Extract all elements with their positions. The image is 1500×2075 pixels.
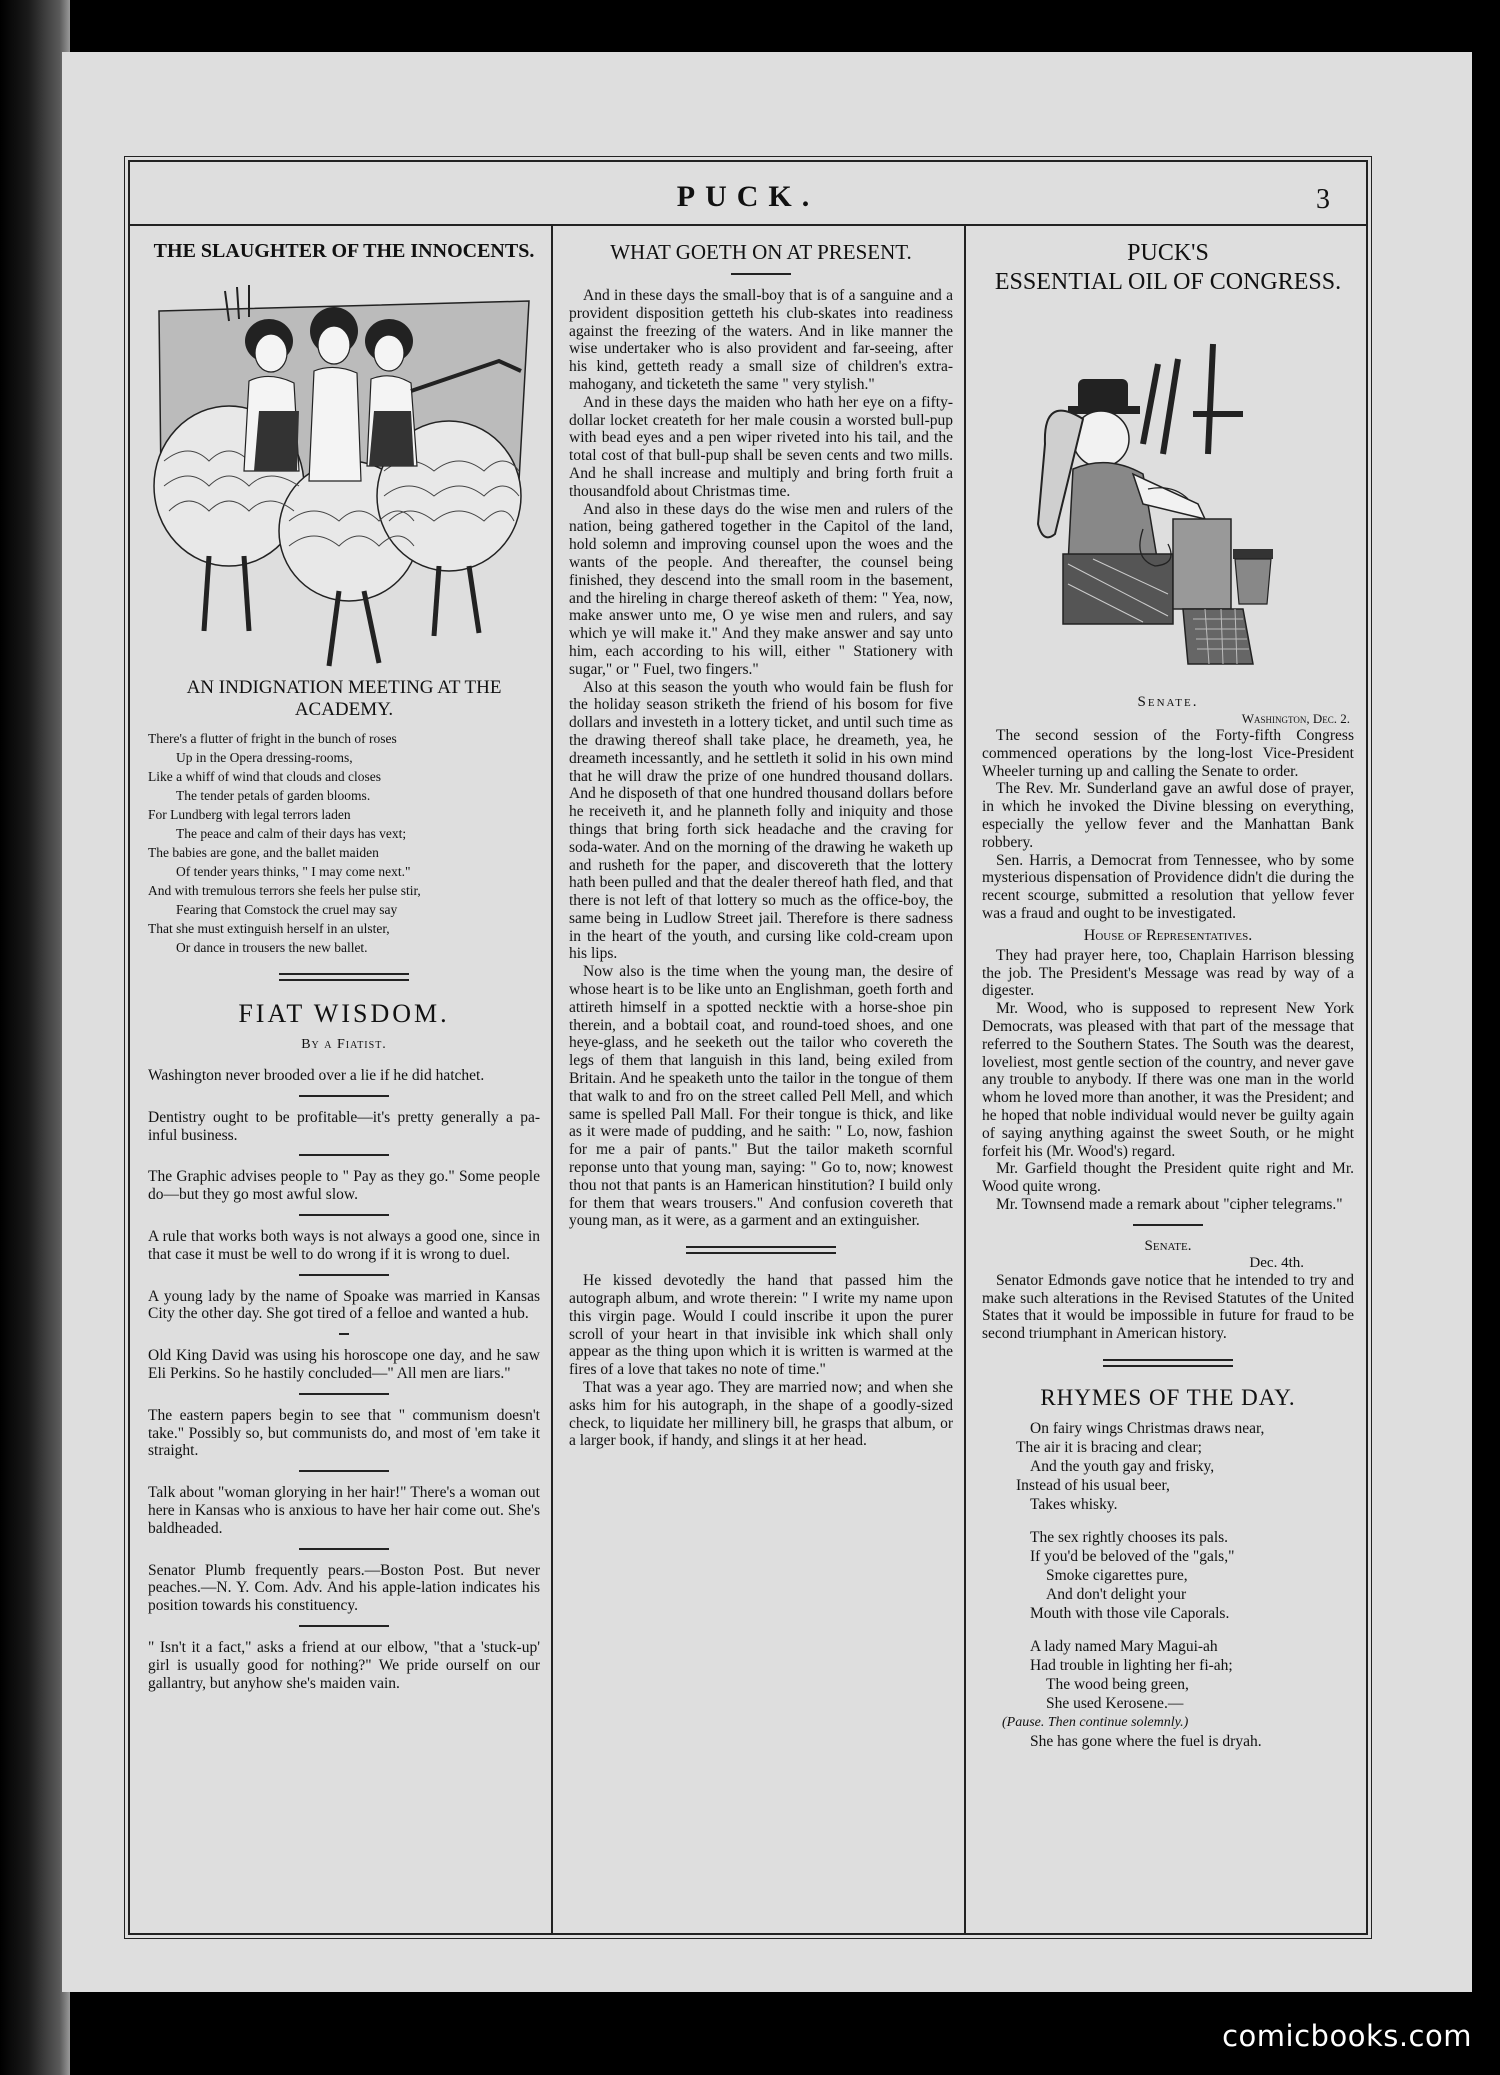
fiat-item: " Isn't it a fact," asks a friend at our elbow, "that a 'stuck-up' girl is usually good for nothing?" We pride ourself on our gallantry, but anyhow she's maiden vain. <box>148 1638 540 1692</box>
indignation-poem <box>148 729 540 957</box>
watermark-text: comicbooks.com <box>1222 2019 1472 2053</box>
fiat-item: Dentistry ought to be profitable—it's pretty generally a pa-inful business. <box>148 1108 540 1144</box>
short-rule <box>299 1154 389 1156</box>
poem-line: The babies are gone, and the ballet maiden <box>148 845 379 860</box>
senate-paragraph: The second session of the Forty-fifth Congress commenced operations by the long-lost Vice-President Wheeler turning up and calling the Senate to order. <box>982 727 1354 780</box>
senate-paragraph: Sen. Harris, a Democrat from Tennessee, who by some mysterious dispensation of Providence didn't die during the recent scourge, submitted a resolution that yellow fever was a fraud and ought to be investigated. <box>982 851 1354 922</box>
stanza <box>982 1637 1354 1751</box>
double-rule-divider <box>1103 1359 1233 1367</box>
book-spine-shadow <box>0 0 70 2075</box>
short-rule <box>299 1625 389 1627</box>
fiat-item: A young lady by the name of Spoake was married in Kansas City the other day. She got tired of a felloe and wanted a hub. <box>148 1287 540 1323</box>
senate2-dateline: Dec. 4th. <box>1249 1254 1304 1271</box>
rhyme-line: On fairy wings Christmas draws near, <box>1030 1419 1265 1437</box>
fiat-item: A rule that works both ways is not always a good one, since in that case it must be well to do wrong if it is wrong to duel. <box>148 1227 540 1263</box>
rhyme-line: And don't delight your <box>1046 1585 1187 1603</box>
poem-line: That she must extinguish herself in an ulster, <box>148 921 390 936</box>
poem-line: For Lundberg with legal terrors laden <box>148 807 351 822</box>
article-paragraph: And in these days the small-boy that is of a sanguine and a provident disposition getteth his club-skates into readiness against the freezing of the waters. And in like manner the wise undertaker who is also provident and far-seeing, after his kind, getteth ready a small size of children's extra-mahogany, and ticketeth the same " very stylish." <box>569 287 953 393</box>
poem-line: And with tremulous terrors she feels her pulse stir, <box>148 883 421 898</box>
article-paragraph: And also in these days do the wise men and rulers of the nation, being gathered together in the Capitol of the land, hold solemn and improving counsel upon the woes and the wants of the people. And thereafter, the counsel being finished, they descend into the small room in the basement, and the hireling in charge thereof asketh of them: " Yea, now, make answer unto me, O ye wise men and rulers, and say which ye will make it." And they make answer and say unto him, each according to his will, either " Stationery with sugar," or " Fuel, two fingers." <box>569 500 953 678</box>
short-rule <box>299 1548 389 1550</box>
rhyme-line: (Pause. Then continue solemnly.) <box>1002 1714 1189 1730</box>
article-paragraph: That was a year ago. They are married now; and when she asks him for his autograph, in the shape of a goodly-sized check, to liquidate her millinery bill, he grasps that album, or a larger book, if handy, and slings it at her head. <box>569 1379 953 1450</box>
cartoon-title: THE SLAUGHTER OF THE INNOCENTS. <box>153 240 535 262</box>
short-rule <box>299 1274 389 1276</box>
senate-dateline: Washington, Dec. 2. <box>1241 711 1350 726</box>
poem-line: There's a flutter of fright in the bunch of roses <box>148 731 397 746</box>
fiat-item: Old King David was using his horoscope one day, and he saw Eli Perkins. So he hastily concluded—" All men are liars." <box>148 1347 540 1382</box>
rhyme-line: And the youth gay and frisky, <box>1030 1457 1215 1475</box>
fiat-wisdom-title: FIAT WISDOM. <box>238 999 450 1028</box>
senate2-heading: Senate. <box>1144 1237 1192 1254</box>
page-number: 3 <box>1316 184 1330 215</box>
article-paragraph: Also at this season the youth who would fain be flush for the holiday season striketh the friend of his bosom for five dollars and investeth in a lottery ticket, and until such time as the drawing thereof shall take place, he dreameth, yea, he dreameth incessantly, and he settleth it solid in his own mind that he will draw the prize of one hundred thousand dollars. And he disposeth of that one hundred thousand dollars before he receiveth it, and he planneth folly and iniquity and those things that bring forth sick headache and the craving for soda-water. And on the morning of the drawing he waketh up and rusheth for the paper, and discovereth that the lottery hath been pulled and that the dealer thereof hath fled, and that there is not left of that lottery so much as the office-boy, the same being in Ludlow Street jail. Therefore is there sadness in the heart of the youth, and cursing like cold-cream upon his lips. <box>569 678 953 963</box>
senate2-paragraph: Senator Edmonds gave notice that he intended to try and make such alterations in the Revised Statutes of the United States that it would be impossible in future for fraud to be second triumphant in American history. <box>982 1271 1354 1343</box>
short-rule <box>299 1470 389 1472</box>
rhyme-line: The air it is bracing and clear; <box>1016 1438 1202 1456</box>
uncle-sam-illustration <box>982 304 1354 684</box>
short-rule <box>299 1214 389 1216</box>
rhyme-line: Takes whisky. <box>1030 1495 1118 1513</box>
double-rule-divider <box>279 973 409 981</box>
senate-heading: Senate. <box>1137 694 1199 710</box>
fiat-item: Talk about "woman glorying in her hair!" There's a woman out here in Kansas who is anxious to have her hair come out. She's baldheaded. <box>148 1484 540 1537</box>
rhymes-poem <box>982 1419 1354 1751</box>
fiat-item: Washington never brooded over a lie if he did hatchet. <box>148 1067 485 1084</box>
stanza <box>982 1528 1354 1623</box>
fiat-item: The eastern papers begin to see that " communism doesn't take." Possibly so, but communists do, and most of 'em take it straight. <box>148 1406 540 1460</box>
rhyme-line: She has gone where the fuel is dryah. <box>1030 1732 1262 1750</box>
rhyme-line: The wood being green, <box>1046 1675 1189 1693</box>
house-paragraph: They had prayer here, too, Chaplain Harrison blessing the job. The President's Message was read by way of a digester. <box>982 946 1354 1000</box>
cartoon-caption: AN INDIGNATION MEETING AT THE ACADEMY. <box>186 677 502 720</box>
congress-title-line1: PUCK'S <box>1127 240 1209 266</box>
fiat-item: Senator Plumb frequently pears.—Boston Post. But never peaches.—N. Y. Com. Adv. And his apple-lation indicates his position towards his constituency. <box>148 1561 540 1615</box>
rhyme-line: She used Kerosene.— <box>1046 1694 1184 1712</box>
poem-line: Or dance in trousers the new ballet. <box>176 940 368 955</box>
rhyme-line: Mouth with those vile Caporals. <box>1030 1604 1230 1622</box>
poem-line: The peace and calm of their days has vext; <box>176 826 407 841</box>
poem-line: Of tender years thinks, " I may come next." <box>176 864 411 879</box>
rhyme-line: Smoke cigarettes pure, <box>1046 1566 1188 1584</box>
fiat-byline: By a Fiatist. <box>301 1037 387 1052</box>
masthead-title: PUCK. <box>676 180 820 213</box>
column-middle <box>555 226 965 1933</box>
rhyme-line: Instead of his usual beer, <box>1016 1476 1170 1494</box>
house-heading: House of Representatives. <box>1083 926 1253 944</box>
short-rule <box>339 1333 349 1335</box>
double-rule-divider <box>686 1246 836 1254</box>
short-rule <box>299 1095 389 1097</box>
rhyme-line: The sex rightly chooses its pals. <box>1030 1528 1229 1546</box>
short-rule <box>299 1393 389 1395</box>
article-title: WHAT GOETH ON AT PRESENT. <box>610 240 912 264</box>
poem-line: Up in the Opera dressing-rooms, <box>176 750 353 765</box>
rhyme-line: Had trouble in lighting her fi-ah; <box>1030 1656 1233 1674</box>
rhyme-line: If you'd be beloved of the "gals," <box>1030 1547 1235 1565</box>
senate-paragraph: The Rev. Mr. Sunderland gave an awful dose of prayer, in which he invoked the Divine blessing on everything, especially the yellow fever and the Manhattan Bank robbery. <box>982 780 1354 851</box>
ballet-dancers-illustration <box>148 271 540 671</box>
column-right <box>968 226 1368 1933</box>
stanza <box>982 1419 1354 1514</box>
short-rule <box>731 273 791 275</box>
congress-title-line2: ESSENTIAL OIL OF CONGRESS. <box>994 269 1342 295</box>
rhyme-line: A lady named Mary Magui-ah <box>1030 1637 1218 1655</box>
column-left <box>130 226 552 1933</box>
article-paragraph: Now also is the time when the young man, the desire of whose heart is to be like unto an Englishman, goeth forth and attireth himself in a spotted necktie with a horse-shoe pin therein, and a bobtail coat, and round-toed shoes, and one heye-glass, and he seeketh out the tailor who covereth the legs of them that languish in this land, being exiled from Britain. And he speaketh unto the tailor in the tongue of them that walk to and fro on the street called Pell Mell, and which same is spelled Pall Mall. For their tongue is thick, and like as it were made of pudding, and he saith: " Lo, now, fashion for me a pair of pants." But the tailor maketh scornful reponse unto that young man, saying: " Go to, now; knowest thou not that pants is an Hamerican hinstitution? I build only for them that wears trousers." And confusion covereth that young man, as it were, as a garment and an extinguisher. <box>569 963 953 1230</box>
poem-line: Fearing that Comstock the cruel may say <box>176 902 398 917</box>
house-paragraph: Mr. Wood, who is supposed to represent New York Democrats, was pleased with that part of the message that referred to the Southern States. The South was the dearest, loveliest, most gentle section of the country, and never gave any trouble to anybody. If there was one man in the world whom he loved more than another, it was the President; and he hoped that noble individual would never be guilty again of saying anything against the sweet South, or he might forfeit his (Mr. Wood's) regard. <box>982 1000 1354 1160</box>
article-paragraph: He kissed devotedly the hand that passed him the autograph album, and wrote therein: " I write my name upon this virgin page. Would I could inscribe it upon the purer scroll of your heart in that invisible ink which shall only appear as the thing upon which it is written is warmed at the fires of a love that takes no note of time." <box>569 1272 953 1379</box>
poem-line: The tender petals of garden blooms. <box>176 788 371 803</box>
masthead <box>130 162 1366 226</box>
poem-line: Like a whiff of wind that clouds and closes <box>148 769 381 784</box>
page-frame <box>128 160 1368 1935</box>
fiat-item: The Graphic advises people to " Pay as they go." Some people do—but they go most awful slow. <box>148 1168 540 1204</box>
house-paragraph: Mr. Townsend made a remark about "cipher telegrams." <box>996 1195 1343 1213</box>
article-paragraph: And in these days the maiden who hath her eye on a fifty-dollar locket createth for her male cousin a worsted bull-pup with bead eyes and a pen wiper riveted into his tail, and the total cost of that bull-pup shall be seven cents and two mills. And he shall increase and multiply and bring forth fruit a thousandfold about Christmas time. <box>569 393 953 500</box>
rhymes-title: RHYMES OF THE DAY. <box>1040 1384 1296 1410</box>
short-rule <box>1133 1224 1203 1226</box>
house-paragraph: Mr. Garfield thought the President quite right and Mr. Wood quite wrong. <box>982 1160 1354 1196</box>
